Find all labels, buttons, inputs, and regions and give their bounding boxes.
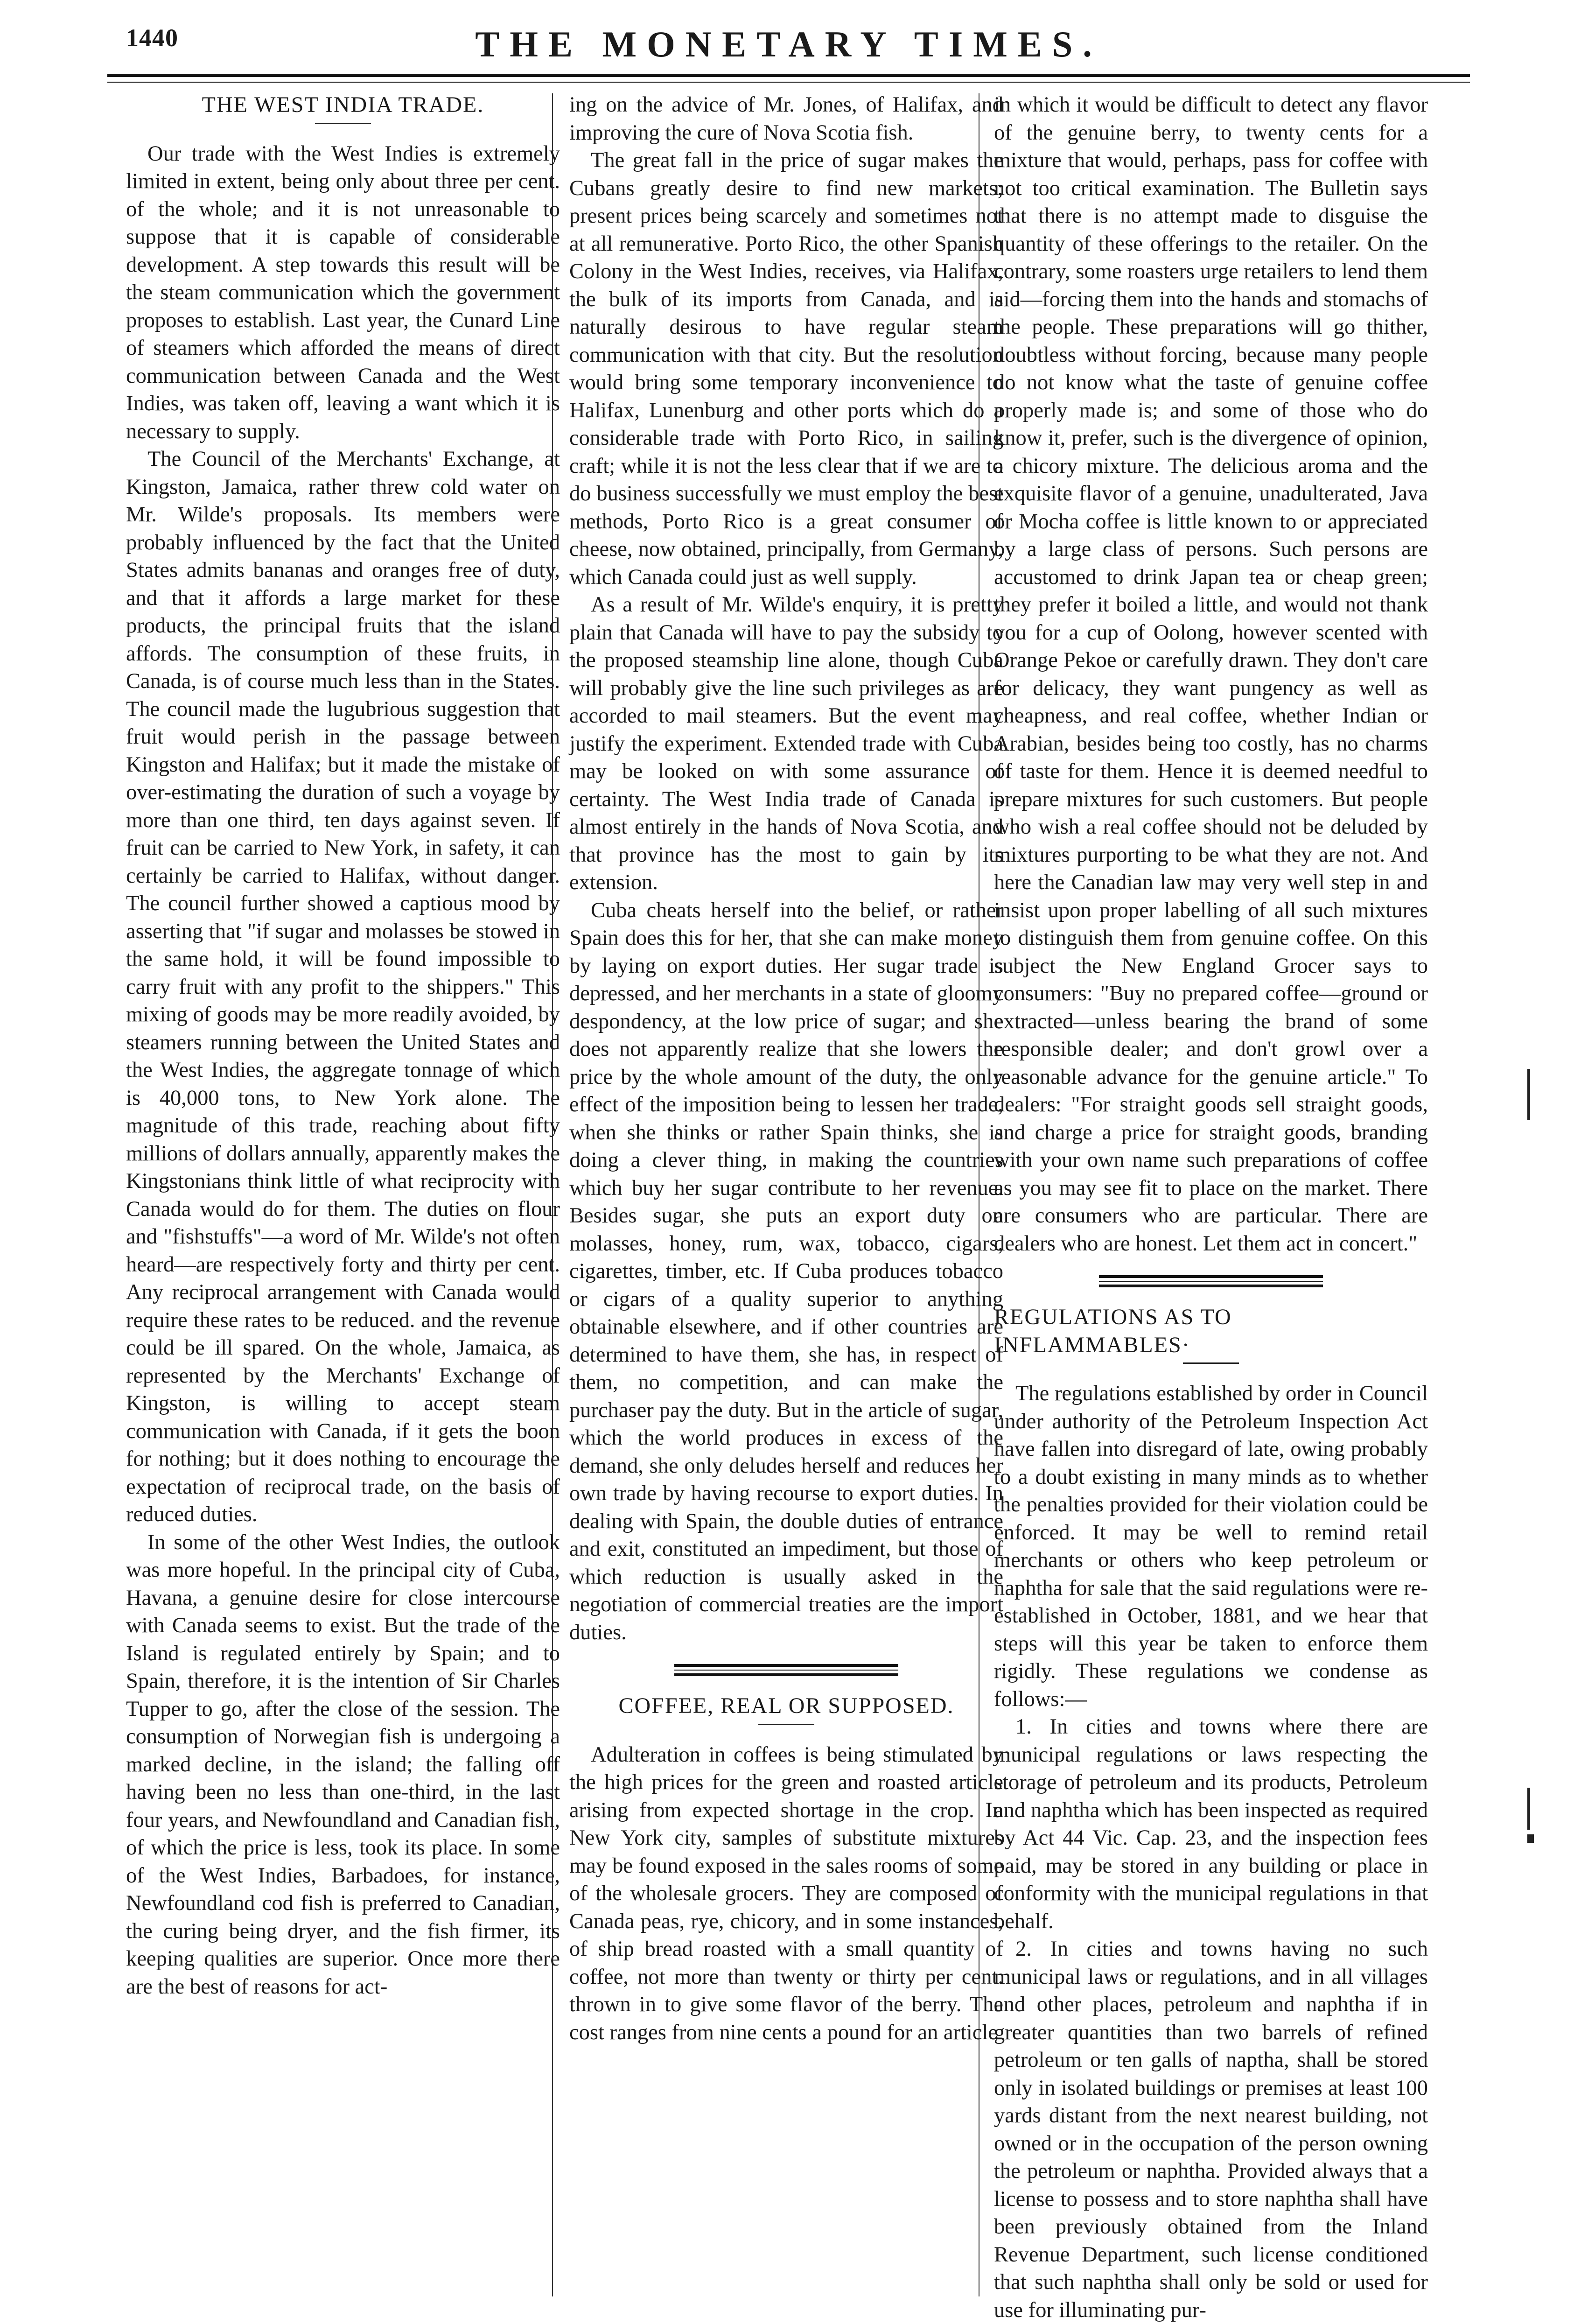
article-separator [674,1664,898,1676]
scan-margin-marks [1527,0,1555,2313]
page-header [126,23,1451,79]
column-3 [994,91,1428,2324]
header-rule [107,74,1470,77]
scan-mark [1527,1834,1534,1843]
paragraph-continuation: in which it would be difficult to detect any flavor of the genuine berry, to twenty cents for a mixture that would, perhaps, pass for coffee with not too critical examination. The Bulletin says that there is no attempt made to disguise the quantity of these offerings to the retailer. On the contrary, some roasters urge retailers to lend them aid—forcing them into the hands and stomachs of the people. These preparations will go thither, doubtless without forcing, because many people do not know what the taste of genuine coffee properly made is; and some of those who do know it, prefer, such is the divergence of opinion, a chicory mixture. The delicious aroma and the exquisite flavor of a genuine, unadulterated, Java or Mocha coffee is little known to or appreciated by a large class of persons. Such persons are accustomed to drink Japan tea or cheap green; they prefer it boiled a little, and would not thank you for a cup of Oolong, however scented with Orange Pekoe or carefully drawn. They don't care for delicacy, they want pungency as well as cheapness, and real coffee, whether Indian or Arabian, besides being too costly, has no charms of taste for them. Hence it is deemed needful to prepare mixtures for such customers. But people who wish a real coffee should not be deluded by mixtures purporting to be what they are not. And here the Canadian law may very well step in and insist upon proper labelling of all such mixtures to distinguish them from genuine coffee. On this subject the New England Grocer says to consumers: "Buy no prepared coffee—ground or extracted—unless bearing the brand of some responsible dealer; and don't growl over a reasonable advance for the genuine article." To dealers: "For straight goods sell straight goods, and charge a price for straight goods, branding with your own name such preparations of coffee as you may see fit to place on the market. There are consumers who are particular. There are dealers who are honest. Let them act in concert." [994,93,1428,1256]
paragraph: The regulations established by order in Council under authority of the Petroleum Inspection Act have fallen into disregard of late, owing probably to a doubt existing in many minds as to whether the penalties provided for their violation could be enforced. It may be well to remind retail merchants or others who keep petroleum or naphtha for sale that the said regulations were re-established in October, 1881, and we hear that steps will this year be taken to enforce them rigidly. These regulations we condense as follows:— [994,1382,1428,1711]
article-title-west-india: THE WEST INDIA TRADE. [202,92,484,117]
article-title-inflammables: REGULATIONS AS TO INFLAMMABLES· [994,1305,1232,1357]
paragraph: The Council of the Merchants' Exchange, at Kingston, Jamaica, rather threw cold water on Mr. Wilde's proposals. Its members were probably influenced by the fact that the United States admits bananas and oranges free of duty, and that it affords a large market for these products, the principal fruits that the island affords. The consumption of these fruits, in Canada, is of course much less than in the States. The council made the lugubrious suggestion that fruit would perish in the passage between Kingston and Halifax; but it made the mistake of over-estimating the duration of such a voyage by more than one third, ten days against seven. If fruit can be carried to New York, in safety, it can certainly be carried to Halifax, without danger. The council further showed a captious mood by asserting that "if sugar and molasses be stowed in the same hold, it will be found impossible to carry fruit with any profit to the shippers." This mixing of goods may be more readily avoided, by steamers running between the United States and the West Indies, the aggregate tonnage of which is 40,000 tons, to New York alone. The magnitude of this trade, reaching about fifty millions of dollars annually, apparently makes the Kingstonians think little of what reciprocity with Canada would do for them. The duties on flour and "fishstuffs"—a word of Mr. Wilde's not often heard—are respectively forty and thirty per cent. Any reciprocal arrangement with Canada would require these rates to be reduced. and the revenue could be ill spared. On the whole, Jamaica, as represented by the Merchants' Exchange of Kingston, is willing to accept steam communication with Canada, if it gets the boon for nothing; but it does nothing to encourage the expectation of reciprocal trade, on the basis of reduced duties. [126,447,560,1526]
page-number: 1440 [126,24,178,52]
header-rule-thin [107,82,1470,83]
title-rule [758,1724,814,1725]
title-rule [315,123,371,124]
paragraph: The great fall in the price of sugar makes the Cubans greatly desire to find new markets; present prices being scarcely and sometimes not at all remunerative. Porto Rico, the other Spanish Colony in the West Indies, receives, via Halifax, the bulk of its imports from Canada, and is naturally desirous to have regular steam communication with that city. But the resolution would bring some temporary inconvenience to Halifax, Lunenburg and other ports which do a considerable trade with Porto Rico, in sailing craft; while it is not the less clear that if we are to do business successfully we must employ the best methods, Porto Rico is a great consumer of cheese, now obtained, principally, from Germany, which Canada could just as well supply. [569,148,1003,589]
paragraph: 1. In cities and towns where there are municipal regulations or laws respecting the storage of petroleum and its products, Petroleum and naphtha which has been inspected as required by Act 44 Vic. Cap. 23, and the inspection fees paid, may be stored in any building or place in conformity with the municipal regulations in that behalf. [994,1715,1428,1933]
scan-mark [1527,1069,1530,1120]
paragraph: Cuba cheats herself into the belief, or rather Spain does this for her, that she can make money by laying on export duties. Her sugar trade is depressed, and her merchants in a state of gloomy despondency, at the low price of sugar; and she does not apparently realize that she lowers the price by the whole amount of the duty, the only effect of the imposition being to lessen her trade, when she thinks or rather Spain thinks, she is doing a clever thing, in making the countries which buy her sugar contribute to her revenue. Besides sugar, she puts an export duty on molasses, honey, rum, wax, tobacco, cigars, cigarettes, timber, etc. If Cuba produces tobacco or cigars of a quality superior to anything obtainable elsewhere, and if other countries are determined to have them, she has, in respect of them, no competition, and can make the purchaser pay the duty. But in the article of sugar, which the world produces in excess of the demand, she only deludes herself and reduces her own trade by having recourse to export duties. In dealing with Spain, the double duties of entrance and exit, constituted an impediment, but those of which reduction is usually asked in the negotiation of commercial treaties are the import duties. [569,898,1003,1644]
article-separator [1099,1275,1323,1287]
paragraph-continuation: ing on the advice of Mr. Jones, of Halifax, and improving the cure of Nova Scotia fish. [569,93,1003,145]
column-1 [126,91,560,2001]
paragraph: 2. In cities and towns having no such municipal laws or regulations, and in all villages and other places, petroleum and naphtha if in greater quantities than two barrels of refined petroleum or ten galls of naptha, shall be stored only in isolated buildings or premises at least 100 yards distant from the next nearest building, not owned or in the occupation of the person owning the petroleum or naphtha. Provided always that a license to possess and to store naphtha shall have been previously obtained from the Inland Revenue Department, such license conditioned that such naphtha shall only be sold or used for use for illuminating pur- [994,1937,1428,2322]
paragraph: Adulteration in coffees is being stimulated by the high prices for the green and roasted article arising from expected shortage in the crop. In New York city, samples of substitute mixtures may be found exposed in the sales rooms of some of the wholesale grocers. They are composed of Canada peas, rye, chicory, and in some instances, of ship bread roasted with a small quantity of coffee, not more than twenty or thirty per cent. thrown in to give some flavor of the berry. The cost ranges from nine cents a pound for an article [569,1742,1003,2044]
masthead: THE MONETARY TIMES. [475,24,1102,64]
paragraph: In some of the other West Indies, the outlook was more hopeful. In the principal city of Cuba, Havana, a genuine desire for close intercourse with Canada seems to exist. But the trade of the Island is regulated entirely by Spain; and to Spain, therefore, it is the intention of Sir Charles Tupper to go, after the close of the session. The consumption of Norwegian fish is undergoing a marked decline, in the island; the falling off having been no less than one-third, in the last four years, and Newfoundland and Canadian fish, of which the price is less, took its place. In some of the West Indies, Barbadoes, for instance, Newfoundland cod fish is preferred to Canadian, the curing being dryer, and the fish firmer, its keeping qualities are superior. Once more there are the best of reasons for act- [126,1530,560,1999]
scan-mark [1527,1788,1530,1830]
column-2 [569,91,1003,2046]
title-rule [1183,1362,1239,1364]
paragraph: Our trade with the West Indies is extremely limited in extent, being only about three per cent. of the whole; and it is not unreasonable to suppose that it is capable of considerable development. A step towards this result will be the steam communication which the government proposes to establish. Last year, the Cunard Line of steamers which afforded the means of direct communication between Canada and the West Indies, was taken off, leaving a want which it is necessary to supply. [126,141,560,443]
article-title-coffee: COFFEE, REAL OR SUPPOSED. [618,1693,954,1718]
paragraph: As a result of Mr. Wilde's enquiry, it is pretty plain that Canada will have to pay the subsidy to the proposed steamship line alone, though Cuba will probably give the line such privileges as are accorded to mail steamers. But the event may justify the experiment. Extended trade with Cuba may be looked on with some assurance of certainty. The West India trade of Canada is almost entirely in the hands of Nova Scotia, and that province has the most to gain by its extension. [569,593,1003,894]
